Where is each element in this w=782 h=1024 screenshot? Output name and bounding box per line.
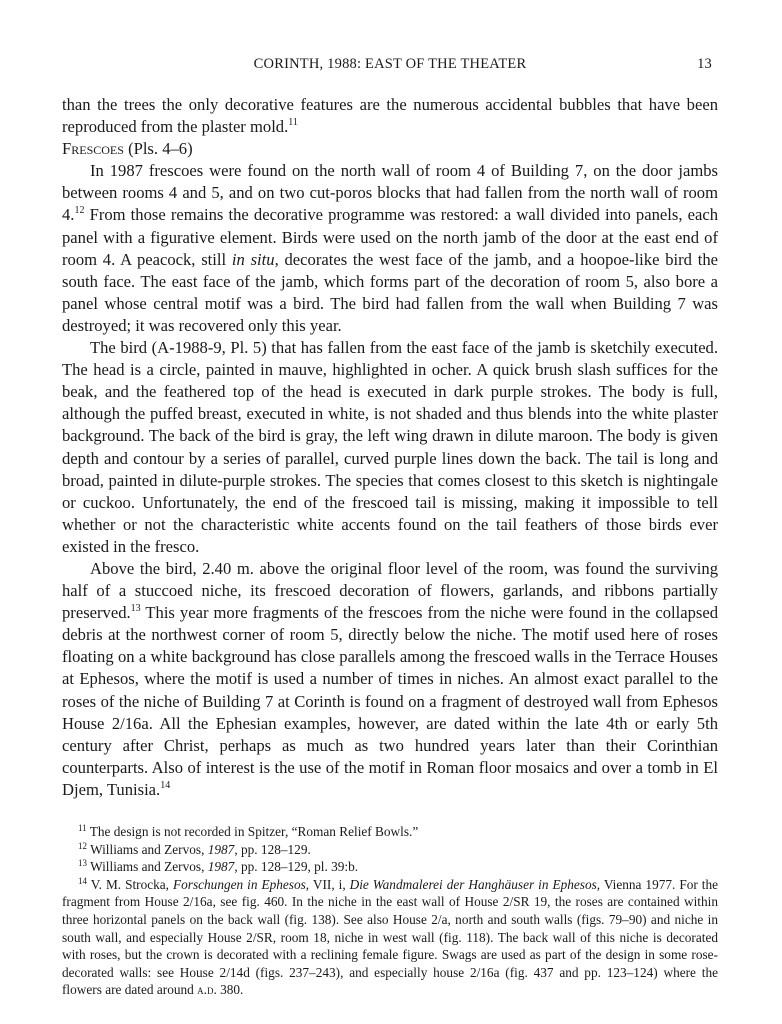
running-head-title: CORINTH, 1988: EAST OF THE THEATER	[253, 56, 527, 72]
footnotes	[62, 823, 718, 999]
paragraph-1-text-b: From those remains the decorative programme was restored: a wall divided into panels, each panel with a figurative element. Birds were used on the north jamb of the door at the east end of room 4. A peacock, still	[62, 205, 718, 269]
footnote-text: The design is not recorded in Spitzer, “Roman Relief Bowls.”	[89, 824, 419, 839]
section-title: Frescoes	[62, 139, 124, 159]
paragraph-1-italic: in situ	[231, 249, 275, 269]
footnote-11	[62, 823, 718, 841]
paragraph-1	[62, 160, 718, 337]
continuation-text: than the trees the only decorative features are the numerous accidental bubbles that have been reproduced from the plaster mold.	[62, 95, 718, 137]
running-head	[62, 56, 718, 76]
footnote-text: Williams and Zervos,	[90, 841, 208, 857]
paragraph-1-text-a: In 1987 frescoes were found on the north wall of room 4 of Building 7, on the door jambs between rooms 4 and 5, and on two cut-poros blocks that had fallen from the north wall of room 4.	[62, 161, 718, 225]
footnote-text: , pp. 128–129.	[234, 841, 311, 857]
footnote-ref-14: 14	[160, 779, 171, 791]
page	[62, 56, 718, 999]
footnote-italic: 1987	[207, 859, 235, 875]
footnote-14	[62, 876, 718, 999]
footnote-12	[62, 841, 718, 859]
footnote-ref-12: 12	[74, 205, 85, 217]
section-heading	[62, 138, 718, 160]
footnote-text: V. M. Strocka,	[90, 876, 173, 892]
footnote-era: a.d.	[197, 982, 217, 998]
footnote-ref-11: 11	[288, 117, 298, 129]
section-plates: (Pls. 4–6)	[123, 139, 193, 159]
footnote-text: , pp. 128–129, pl. 39:b.	[234, 859, 359, 875]
footnote-italic: 1987	[207, 841, 235, 857]
continuation-paragraph	[62, 94, 718, 138]
footnote-italic: Forschungen in Ephesos	[173, 876, 306, 892]
footnote-italic: Die Wandmalerei der Hanghäuser in Ephesos	[349, 876, 597, 892]
footnote-number: 13	[78, 858, 87, 869]
footnote-number: 12	[78, 840, 87, 851]
paragraph-3-text-b: This year more fragments of the frescoes from the niche were found in the collapsed debris at the northwest corner of room 5, directly below the niche. The motif used here of roses floating on a white background has close parallels among the frescoed walls in the Terrace Houses at Ephesos, where the motif is used a number of times in niches. An almost exact parallel to the roses of the niche of Building 7 at Corinth is found on a fragment of destroyed wall from Ephesos House 2/16a. All the Ephesian examples, however, are dated within the late 4th or early 5th century after Christ, perhaps as much as two hundred years later than their Corinthian counterparts. Also of interest is the use of the motif in Roman floor mosaics and over a tomb in El Djem, Tunisia.	[62, 603, 718, 799]
footnote-text: Williams and Zervos,	[90, 859, 208, 875]
footnote-number: 14	[78, 875, 87, 886]
footnote-number: 11	[78, 823, 87, 833]
footnote-text: 380.	[216, 982, 244, 998]
footnote-text: , VII, i,	[305, 876, 350, 892]
page-number: 13	[697, 56, 712, 72]
footnote-ref-13: 13	[130, 603, 141, 615]
paragraph-2-text: The bird (A-1988-9, Pl. 5) that has fallen from the east face of the jamb is sketchily executed. The head is a circle, painted in mauve, highlighted in ocher. A quick brush slash suffices for the beak, and the feathered top of the head is executed in dark purple strokes. The body is full, although the puffed breast, executed in white, is not shaded and thus blends into the white plaster background. The back of the bird is gray, the left wing drawn in dilute maroon. The body is given depth and contour by a series of parallel, curved purple lines down the back. The tail is long and broad, painted in dilute-purple strokes. The species that comes closest to this sketch is nightingale or cuckoo. Unfortunately, the end of the frescoed tail is missing, making it impossible to tell whether or not the characteristic white accents found on the tail feathers of those birds ever existed in the fresco.	[62, 338, 718, 556]
body-text	[62, 94, 718, 801]
paragraph-2	[62, 337, 718, 558]
paragraph-3	[62, 558, 718, 801]
paragraph-1-text-c: , decorates the west face of the jamb, and a hoopoe-like bird the south face. The east face of the jamb, which forms part of the decoration of room 5, also bore a panel whose central motif was a bird. The bird had fallen from the wall when Building 7 was destroyed; it was recovered only this year.	[62, 249, 719, 335]
footnote-text: , Vienna 1977. For the fragment from House 2/16a, see fig. 460. In the niche in the east wall of House 2/SR 19, the roses are contained within three horizontal panels on the back wall (fig. 138). See also House 2/a, north and south walls (figs. 79–90) and niche in south wall, and especially House 2/SR, room 18, niche in west wall (fig. 118). The back wall of this niche is decorated with roses, but the crown is decorated with a reclining female figure. Swags are used as part of the design in some rose-decorated walls: see House 2/14d (figs. 237–243), and especially house 2/16a (fig. 437 and pp. 123–124) where the flowers are dated around	[62, 876, 719, 998]
footnote-13	[62, 858, 718, 876]
paragraph-3-text-a: Above the bird, 2.40 m. above the original floor level of the room, was found the surviving half of a stuccoed niche, its frescoed decoration of flowers, garlands, and ribbons partially preserved.	[62, 558, 718, 623]
